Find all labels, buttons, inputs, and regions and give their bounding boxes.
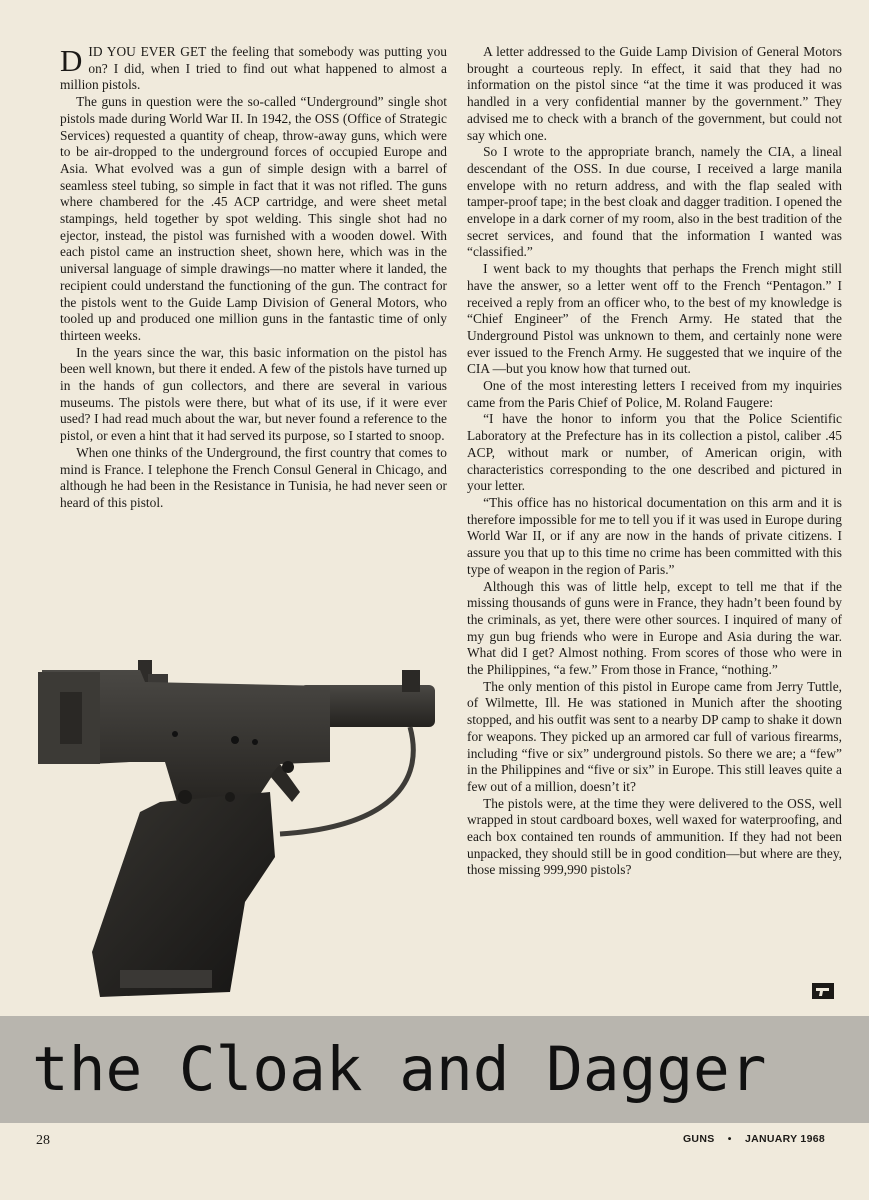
article-paragraph: In the years since the war, this basic information on the pistol has been well known, but there it ended. A few of the pistols have turned up in the hands of gun collectors, and there are several in various museums. The pistols were there, but what of its use, if it were ever used? I had read much about the war, but never found a reference to the pistol, or even a hint that it had served its purpose, so I started to snoop. xyxy=(60,344,447,444)
article-paragraph: The guns in question were the so-called “Underground” single shot pistols made during World War II. In 1942, the OSS (Office of Strategic Services) requested a quantity of cheap, throw-away guns, which were to be air-dropped to the underground forces of occupied Europe and Asia. What evolved was a gun of simple design with a barrel of seamless steel tubing, so simple in fact that it was not rifled. The guns where chambered for the .45 ACP cartridge, and were sheet metal stampings, held together by spot welding. This single shot had no ejector, instead, the pistol was furnished with a wooden dowel. With each pistol came an instruction sheet, shown here, which was in the universal language of simple drawings—no matter where it landed, the recipient could understand the functioning of the gun. The contract for the pistols went to the Guide Lamp Division of General Motors, who tooled up and produced one million guns in the fantastic time of only thirteen weeks. xyxy=(60,94,447,343)
article-paragraph: DID YOU EVER GET the feeling that somebody was putting you on? I did, when I tried to find out what happened to almost a million pistols. xyxy=(60,43,447,93)
article-paragraph: “This office has no historical documentation on this arm and it is therefore impossible for me to tell you if it was used in Europe during World War II, or if any are now in the hands of private citizens. I assure you that up to this time no crime has been committed with this type of weapon in the region of Paris.” xyxy=(467,494,842,577)
article-column-right xyxy=(467,44,842,879)
article-paragraph: A letter addressed to the Guide Lamp Division of General Motors brought a courteous reply. In effect, it said that they had no information on the pistol since “at the time it was produced it was handled in a very confidential manner by the government.” They advised me to check with a branch of the government, but could not say which one. xyxy=(467,44,842,143)
pistol-end-mark-icon xyxy=(812,983,834,999)
article-paragraph: When one thinks of the Underground, the first country that comes to mind is France. I telephone the French Consul General in Chicago, and although he had been in the Resistance in Tunisia, he had never seen or heard of this pistol. xyxy=(60,444,447,510)
article-paragraph: The only mention of this pistol in Europe came from Jerry Tuttle, of Wilmette, Ill. He was stationed in Munich after the shooting stopped, and his outfit was sent to a nearby DP camp to shake it down for weapons. They picked up an armored car full of various firearms, including “five or six” underground pistols. So there we are; a “few” in the Philippines and “five or six” in Europe. This still leaves quite a few out of a million, doesn’t it? xyxy=(467,678,842,794)
drop-cap: D xyxy=(60,43,83,78)
footer-bullet: • xyxy=(727,1133,732,1145)
article-title: the Cloak and Dagger xyxy=(32,1034,767,1105)
article-paragraph: The pistols were, at the time they were delivered to the OSS, well wrapped in stout cardboard boxes, well waxed for waterproofing, and each box contained ten rounds of ammunition. If they had not been unpacked, they should still be in good condition—but where are they, those missing 999,990 pistols? xyxy=(467,795,842,878)
article-column-left xyxy=(60,44,447,512)
article-paragraph: “I have the honor to inform you that the Police Scientific Laboratory at the Prefecture has in its collection a pistol, caliber .45 ACP, without mark or number, of American origin, with characteristics corresponding to the one described and pictured in your letter. xyxy=(467,411,842,494)
magazine-name: GUNS xyxy=(682,1133,715,1145)
article-paragraph: Although this was of little help, except to tell me that if the missing thousands of guns were in France, they hadn’t been found by the criminals, as yet, there were other sources. I inquired of many of my gun bug friends who were in Europe and Asia during the war. What did I get? Almost nothing. From scores of those who were in the Philippines, “a few.” From those in France, “nothing.” xyxy=(467,578,842,678)
footer-magazine-issue xyxy=(683,1133,825,1145)
issue-date: JANUARY 1968 xyxy=(744,1133,825,1145)
page-number: 28 xyxy=(36,1133,50,1148)
article-paragraph: I went back to my thoughts that perhaps the French might still have the answer, so a letter went off to the French “Pentagon.” I received a reply from an officer who, to the best of my knowledge is “Chief Engineer” of the French Army. He stated that the Underground Pistol was unknown to them, and certainly none were ever issued to the French Army. He suggested that we inquire of the CIA —but you know how that turned out. xyxy=(467,261,842,377)
article-paragraph: One of the most interesting letters I received from my inquiries came from the Paris Chief of Police, M. Roland Faugere: xyxy=(467,378,842,410)
article-paragraph: So I wrote to the appropriate branch, namely the CIA, a lineal descendant of the OSS. In due course, I received a large manila envelope with no return address, and with the flap sealed with tamper-proof tape; in the best cloak and dagger tradition. I opened the envelope in a dark corner of my room, also in the best tradition of the secret services, and found that the information I wanted was “classified.” xyxy=(467,144,842,260)
liberator-pistol-photo xyxy=(30,652,450,1002)
